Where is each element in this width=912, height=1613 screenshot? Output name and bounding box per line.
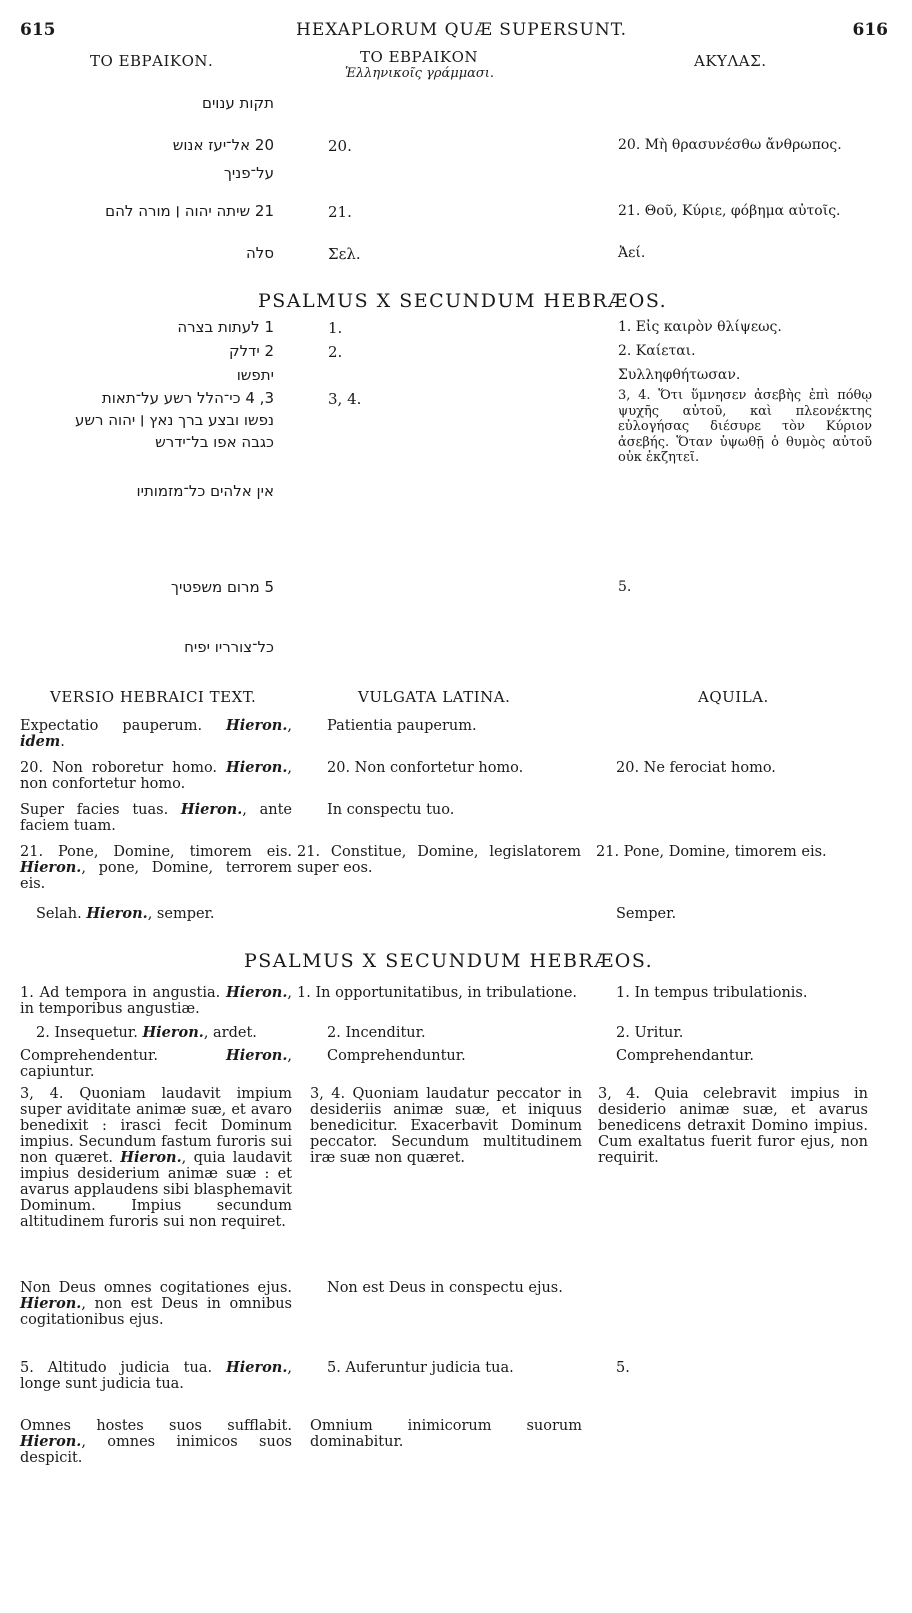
verse-number: Σελ.: [328, 245, 361, 263]
hebrew-line: 2 ידלק: [228, 342, 274, 360]
running-title: HEXAPLORUM QUÆ SUPERSUNT.: [296, 20, 628, 40]
vulgata-entry: Non est Deus in conspectu ejus.: [327, 1280, 563, 1296]
column-heading-vulgata: VULGATA LATINA.: [358, 688, 511, 706]
vulgata-entry: 5. Auferuntur judicia tua.: [327, 1360, 514, 1376]
versio-entry: Comprehendentur. Hieron., capiuntur.: [20, 1047, 292, 1080]
vulgata-entry: 20. Non confortetur homo.: [327, 760, 524, 776]
aquila-greek-line: 21. Θοῦ, Κύριε, φόβημα αὐτοῖς.: [618, 203, 841, 219]
aquila-entry: 5.: [616, 1360, 630, 1376]
vulgata-entry: Omnium inimicorum suorum dominabitur.: [310, 1418, 582, 1450]
vulgata-entry: Patientia pauperum.: [327, 718, 477, 734]
column-heading-versio: VERSIO HEBRAICI TEXT.: [50, 688, 257, 706]
versio-entry: 21. Pone, Domine, timorem eis. Hieron., pone, Domine, terrorem eis.: [20, 844, 292, 892]
vulgata-entry: 21. Constitue, Domine, legislatorem super eos.: [297, 844, 581, 876]
aquila-entry: 20. Ne ferociat homo.: [616, 760, 776, 776]
aquila-greek-paragraph: 3, 4. Ὅτι ὕμνησεν ἀσεβὴς ἐπὶ πόθῳ ψυχῆς αὐτοῦ, καὶ πλεονέκτης εὐλογήσας διέσυρε τὸν Κύριον ἀσεβής. Ὅταν ὑψωθῇ ὁ θυμὸς αὐτοῦ οὐκ ἐκζητεῖ.: [618, 388, 872, 465]
vulgata-entry: 3, 4. Quoniam laudatur peccator in desideriis animæ suæ, et iniquus benedicitur. Exacerbavit Dominum peccator. Secundum multitudinem iræ suæ non quæret.: [310, 1086, 582, 1166]
aquila-entry: Semper.: [616, 906, 677, 922]
versio-entry: Expectatio pauperum. Hieron., idem.: [20, 717, 292, 750]
psalm-title: PSALMUS X SECUNDUM HEBRÆOS.: [244, 950, 654, 972]
aquila-greek-line: 20. Μὴ θρασυνέσθω ἄνθρωπος.: [618, 137, 842, 153]
versio-entry: Omnes hostes suos sufflabit. Hieron., omnes inimicos suos despicit.: [20, 1418, 292, 1466]
hebrew-line: על־פניך: [223, 164, 274, 182]
column-heading-hebrew-greek-letters: ΤΟ ΕΒΡΑΙΚΟΝ: [360, 48, 479, 66]
vulgata-entry: Comprehenduntur.: [327, 1048, 466, 1064]
verse-number: 2.: [328, 343, 343, 361]
versio-entry: 20. Non roboretur homo. Hieron., non confortetur homo.: [20, 759, 292, 792]
aquila-greek-line: 1. Εἰς καιρὸν θλίψεως.: [618, 319, 782, 335]
versio-entry: 3, 4. Quoniam laudavit impium super aviditate animæ suæ, et avaro benedixit : irasci fecit Dominum impius. Secundum fastum furoris sui non quæret. Hieron., quia laudavit impius desiderium animæ suæ : et avarus applaudens sibi blasphemavit Dominum. Impius secundum altitudinem furoris sui non requiret.: [20, 1086, 293, 1230]
hebrew-line: נפשו ובצע ברך נאץ ׀ יהוה רשע: [74, 411, 274, 429]
versio-entry: 2. Insequetur. Hieron., ardet.: [36, 1024, 257, 1041]
hebrew-line: 5 מרום משפטיך: [170, 578, 274, 596]
verse-number: 20.: [328, 137, 352, 155]
aquila-entry: 21. Pone, Domine, timorem eis.: [596, 844, 827, 860]
aquila-entry: 1. In tempus tribulationis.: [616, 985, 808, 1001]
vulgata-entry: 2. Incenditur.: [327, 1025, 426, 1041]
aquila-greek-line: Ἀεί.: [618, 245, 646, 261]
verse-number: 1.: [328, 319, 343, 337]
aquila-entry: 3, 4. Quia celebravit impius in desiderio animæ suæ, et avarus benedicens detraxit Domino impius. Cum exaltatus fuerit furor ejus, non requirit.: [598, 1086, 868, 1166]
hebrew-line: תקות ענוים: [201, 94, 274, 112]
hebrew-line: יתפשו: [236, 366, 274, 384]
aquila-entry: 2. Uritur.: [616, 1025, 684, 1041]
column-subheading-greek-letters: Ἑλληνικοῖς γράμμασι.: [345, 66, 495, 81]
vulgata-entry: In conspectu tuo.: [327, 802, 455, 818]
versio-entry: Super facies tuas. Hieron., ante faciem tuam.: [20, 801, 292, 834]
vulgata-entry: 1. In opportunitatibus, in tribulatione.: [297, 985, 578, 1001]
hebrew-line: אין אלהים כל־מזמותיו: [136, 482, 274, 500]
aquila-greek-line: 5.: [618, 579, 632, 595]
column-heading-aquila: AQUILA.: [698, 688, 769, 706]
versio-entry: Non Deus omnes cogitationes ejus. Hieron., non est Deus in omnibus cogitationibus ejus.: [20, 1280, 292, 1328]
hebrew-line: כל־צורריו יפיח: [184, 638, 274, 656]
column-heading-hebrew: ΤΟ ΕΒΡΑΙΚΟΝ.: [90, 52, 214, 70]
hebrew-line: 1 לעתות בצרה: [177, 318, 274, 336]
aquila-greek-line: Συλληφθήτωσαν.: [618, 367, 741, 383]
hebrew-line: 20 אל־יעז אנוש: [172, 136, 274, 154]
hebrew-line: 3, 4 כי־הלל רשע על־תאות: [101, 389, 274, 407]
verse-number: 3, 4.: [328, 390, 362, 408]
hebrew-line: סלה: [245, 244, 274, 262]
page-number-left: 615: [20, 20, 56, 40]
hebrew-line: כגבה אפו בל־ידרש: [155, 433, 274, 451]
versio-entry: 1. Ad tempora in angustia. Hieron., in temporibus angustiæ.: [20, 984, 292, 1017]
aquila-greek-line: 2. Καίεται.: [618, 343, 696, 359]
psalm-title: PSALMUS X SECUNDUM HEBRÆOS.: [258, 290, 668, 312]
versio-entry: Selah. Hieron., semper.: [36, 905, 215, 922]
page-number-right: 616: [852, 20, 888, 40]
column-heading-aquila-greek: ΑΚΥΛΑΣ.: [694, 52, 767, 70]
aquila-entry: Comprehendantur.: [616, 1048, 755, 1064]
versio-entry: 5. Altitudo judicia tua. Hieron., longe sunt judicia tua.: [20, 1359, 292, 1392]
hebrew-line: 21 שיתה יהוה ׀ מורה להם: [105, 202, 274, 220]
verse-number: 21.: [328, 203, 352, 221]
